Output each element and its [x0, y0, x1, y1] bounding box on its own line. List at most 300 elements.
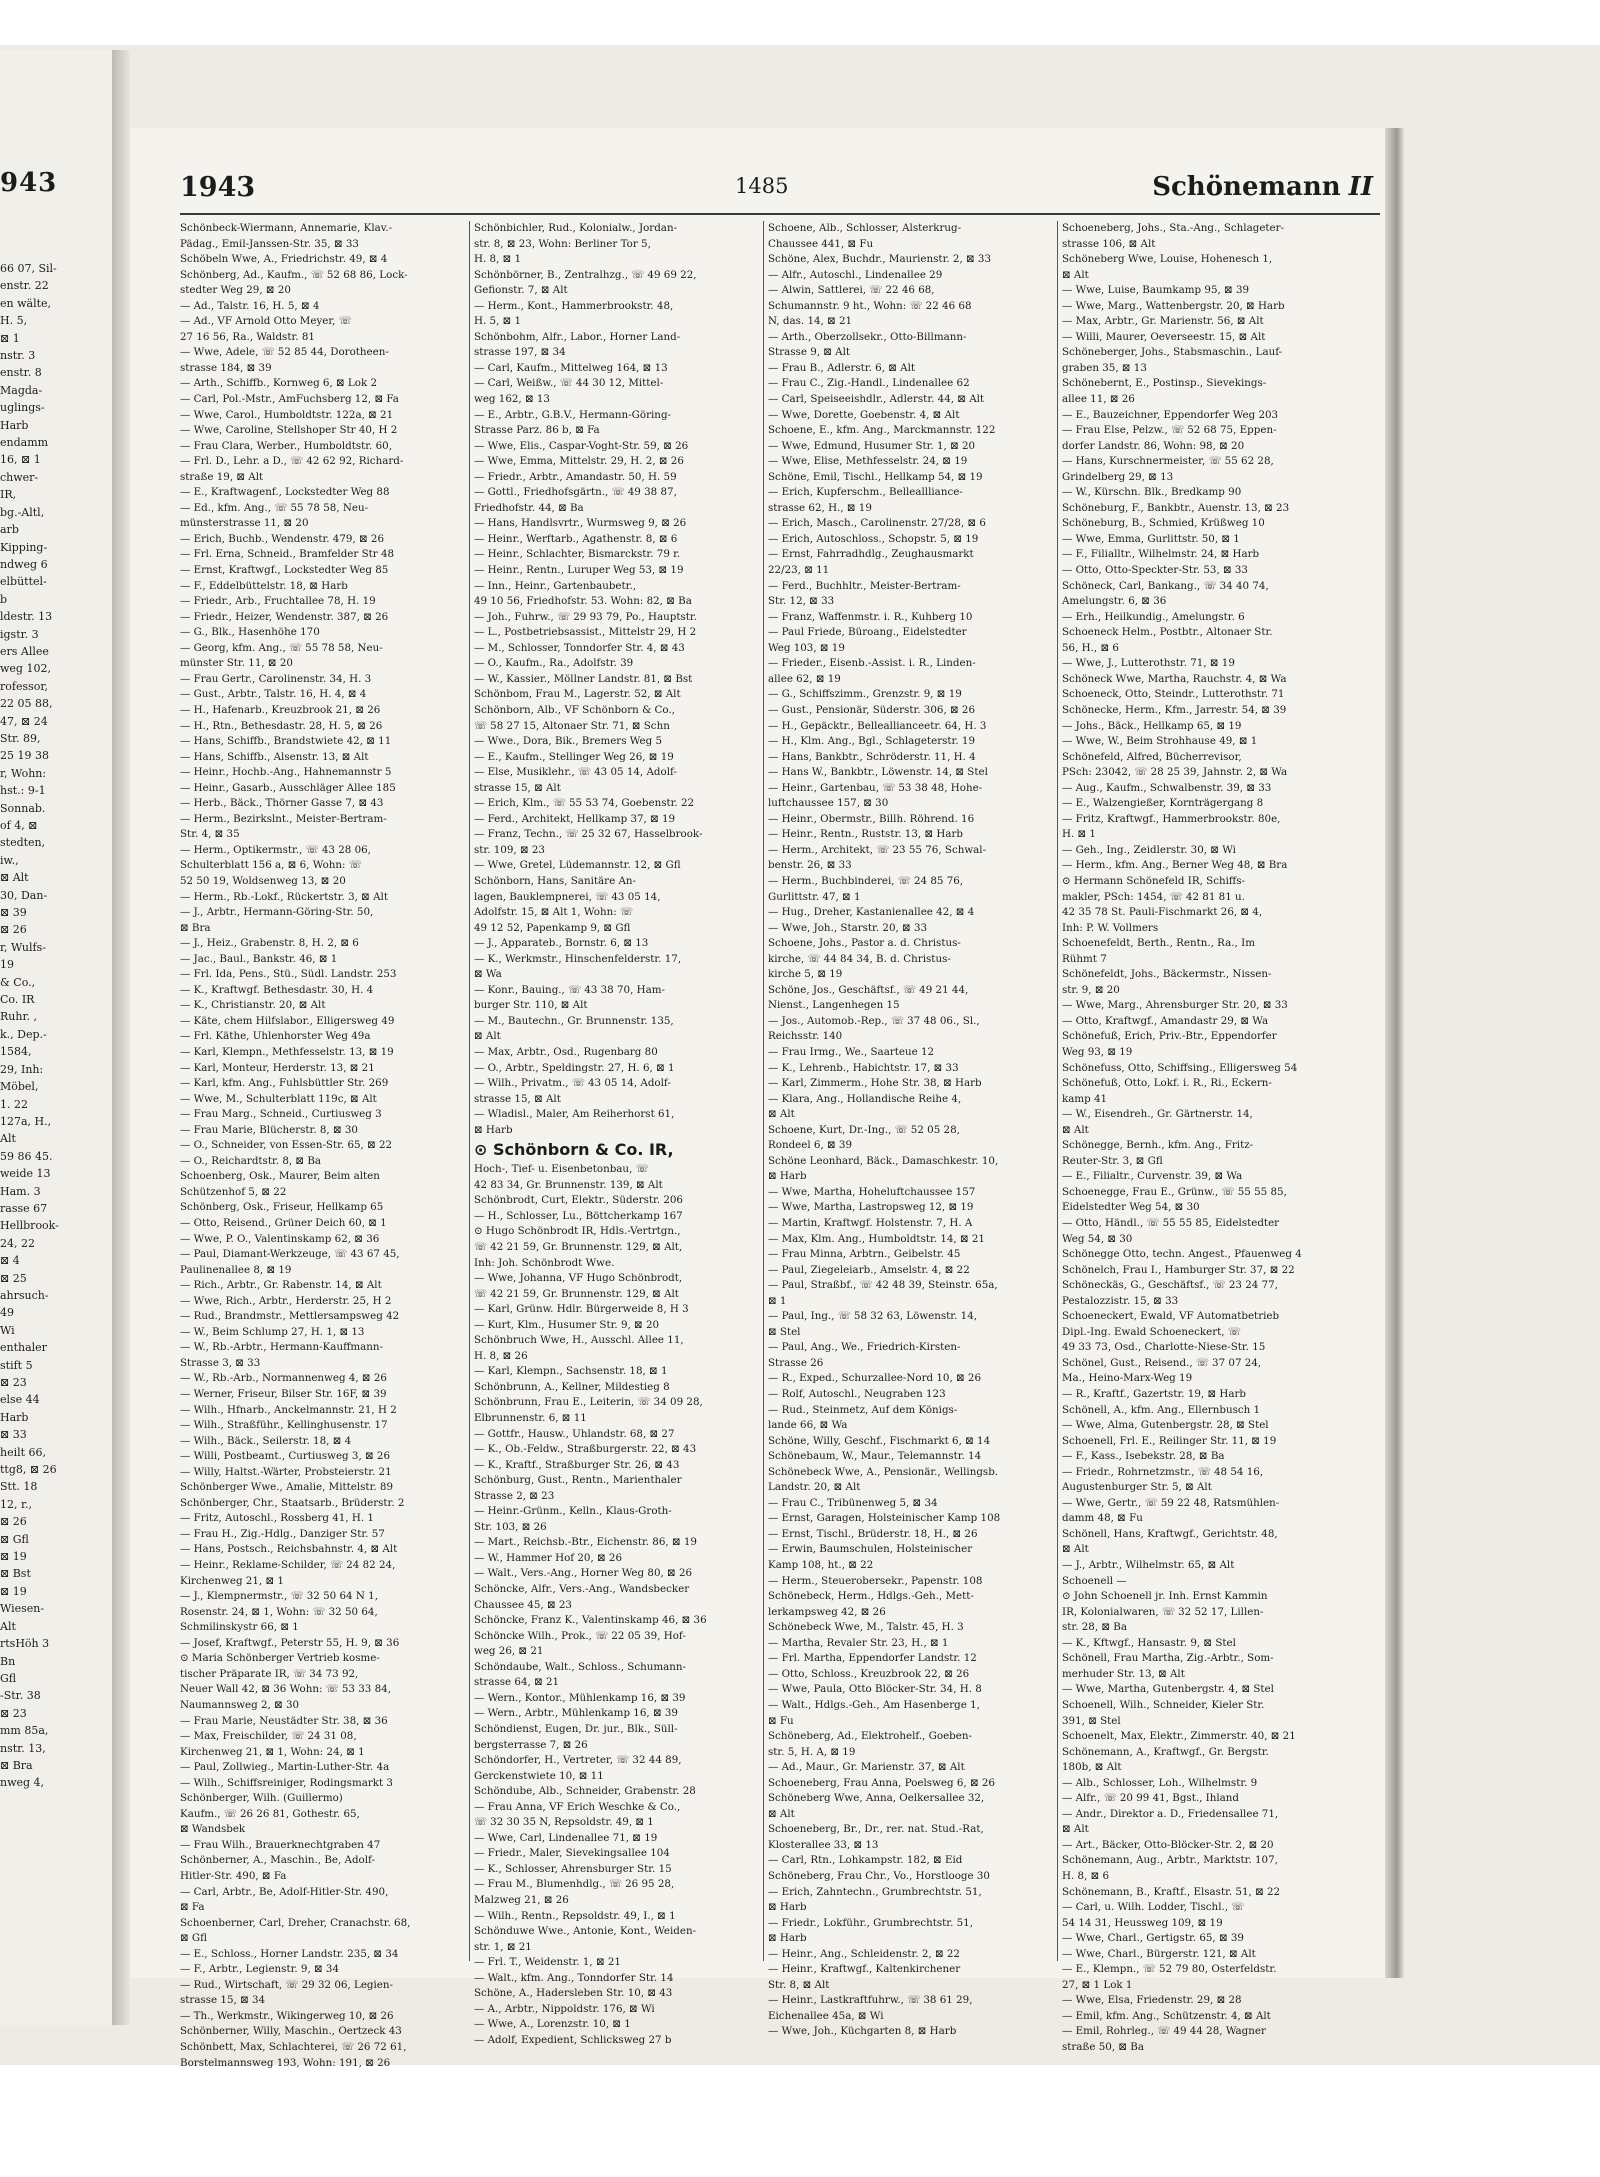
directory-entry-line: — Rud., Brandmstr., Mettlersampsweg 42 [180, 1310, 400, 1323]
directory-entry-line: — E., Arbtr., G.B.V., Hermann-Göring- [474, 408, 672, 421]
left-page-line: Harb [0, 418, 29, 432]
running-head-section: II [1348, 172, 1373, 202]
directory-entry-line: — W., Hammer Hof 20, ⊠ 26 [474, 1551, 623, 1564]
left-page-line: Sonnab. [0, 801, 46, 815]
directory-entry-line: — Carl, Weißw., ☏ 44 30 12, Mittel- [474, 377, 664, 390]
left-page-line: hst.: 9-1 [0, 784, 46, 798]
left-page-line: 59 86 45. [0, 1149, 53, 1163]
directory-entry-line: Schönberger Wwe., Amalie, Mittelstr. 89 [180, 1481, 394, 1494]
directory-entry-line: — H., Hafenarb., Kreuzbrook 21, ⊠ 26 [180, 703, 381, 716]
directory-entry-line: — Hans W., Bankbtr., Löwenstr. 14, ⊠ Stel [768, 766, 988, 779]
directory-entry-line: — Max, Arbtr., Osd., Rugenbarg 80 [474, 1045, 658, 1058]
directory-entry-line: — Ad., VF Arnold Otto Meyer, ☏ [180, 315, 352, 328]
directory-entry-line: ⊠ Alt [1062, 1543, 1089, 1556]
directory-entry-line: Schoene, E., kfm. Ang., Marckmannstr. 122 [768, 424, 996, 437]
directory-entry-line: Schützenhof 5, ⊠ 22 [180, 1185, 287, 1198]
directory-entry-line: — Erh., Heilkundig., Amelungstr. 6 [1062, 610, 1245, 623]
directory-entry-line: — J., Heiz., Grabenstr. 8, H. 2, ⊠ 6 [180, 937, 359, 950]
left-page-line: Harb [0, 1410, 29, 1424]
directory-entry-line: — Heinr., Schlachter, Bismarckstr. 79 r. [474, 548, 681, 561]
directory-entry-line: Schönbohm, Alfr., Labor., Horner Land- [474, 330, 681, 343]
left-page-line: enthaler [0, 1341, 47, 1355]
directory-entry-line: — Käte, chem Hilfslabor., Elligersweg 49 [180, 1014, 395, 1027]
directory-entry-line: — Kurt, Klm., Husumer Str. 9, ⊠ 20 [474, 1318, 660, 1331]
directory-entry-line: Strasse Parz. 86 b, ⊠ Fa [474, 424, 600, 437]
directory-entry-line: — Paul, Zollwieg., Martin-Luther-Str. 4a [180, 1761, 390, 1774]
directory-entry-line: Schönel, Gust., Reisend., ☏ 37 07 24, [1062, 1356, 1262, 1369]
directory-entry-line: — Carl, Pol.-Mstr., AmFuchsberg 12, ⊠ Fa [180, 393, 399, 406]
directory-entry-line: — Frau B., Adlerstr. 6, ⊠ Alt [768, 361, 916, 374]
left-page-line: ⊠ 25 [0, 1271, 27, 1285]
directory-entry-line: — E., Klempn., ☏ 52 79 80, Osterfeldstr. [1062, 1963, 1277, 1976]
directory-entry-line: PSch: 23042, ☏ 28 25 39, Jahnstr. 2, ⊠ Wa [1062, 766, 1288, 779]
left-page-line: Alt [0, 1619, 16, 1633]
directory-entry-line: — Heinr., Reklame-Schilder, ☏ 24 82 24, [180, 1559, 396, 1572]
left-page-line: r, Wohn: [0, 766, 47, 780]
directory-entry-line: stedter Weg 29, ⊠ 20 [180, 284, 291, 297]
directory-entry-line: benstr. 26, ⊠ 33 [768, 859, 852, 872]
directory-entry-line: — H., Rtn., Bethesdastr. 28, H. 5, ⊠ 26 [180, 719, 383, 732]
directory-entry-line: — Wwe, Carl, Lindenallee 71, ⊠ 19 [474, 1831, 658, 1844]
directory-entry-line: Inh: Joh. Schönbrodt Wwe. [474, 1256, 615, 1269]
directory-entry-line: ⊠ 1 [768, 1294, 787, 1307]
left-page-line: 19 [0, 958, 14, 972]
directory-entry-line: Schöndienst, Eugen, Dr. jur., Blk., Süll- [474, 1722, 678, 1735]
directory-entry-line: — J., Arbtr., Hermann-Göring-Str. 50, [180, 906, 374, 919]
directory-entry-line: Schoenefeldt, Berth., Rentn., Ra., Im [1062, 937, 1255, 950]
directory-entry-line: — Willi, Maurer, Oeverseestr. 15, ⊠ Alt [1062, 330, 1266, 343]
left-page-line: ⊠ Alt [0, 871, 29, 885]
directory-entry-line: Schöneberg Wwe, Louise, Hohenesch 1, [1062, 253, 1273, 266]
directory-entry-line: Rondeel 6, ⊠ 39 [768, 1139, 853, 1152]
directory-entry-line: — Frl. Käthe, Uhlenhorster Weg 49a [180, 1030, 371, 1043]
directory-entry-line: — H., Gepäcktr., Belleallianceetr. 64, H. 3 [768, 719, 987, 732]
directory-entry-line: str. 109, ⊠ 23 [474, 843, 545, 856]
directory-entry-line: Kaufm., ☏ 26 26 81, Gothestr. 65, [180, 1807, 360, 1820]
directory-entry-line: kirche, ☏ 44 84 34, B. d. Christus- [768, 952, 951, 965]
directory-entry-line: — Wwe, P. O., Valentinskamp 62, ⊠ 36 [180, 1232, 380, 1245]
directory-entry-line: — Frau Marg., Schneid., Curtiusweg 3 [180, 1108, 382, 1121]
directory-entry-line: — W., Kassier., Möllner Landstr. 81, ⊠ Bst [474, 672, 693, 685]
left-page-line: mm 85a, [0, 1724, 49, 1738]
directory-entry-line: — Erich, Masch., Carolinenstr. 27/28, ⊠ 6 [768, 517, 986, 530]
directory-entry-line: Schöne Leonhard, Bäck., Damaschkestr. 10, [768, 1154, 999, 1167]
directory-entry-line: — W., Rb.-Arb., Normannenweg 4, ⊠ 26 [180, 1372, 387, 1385]
directory-entry-line: Schönemann, Aug., Arbtr., Marktstr. 107, [1062, 1854, 1278, 1867]
left-page-line: arb [0, 523, 19, 537]
directory-entry-line: — Frl. Martha, Eppendorfer Landstr. 12 [768, 1652, 977, 1665]
directory-entry-line: — Rolf, Autoschl., Neugraben 123 [768, 1388, 946, 1401]
left-page-line: iw., [0, 853, 19, 867]
directory-entry-line: — Herm., Steuerobersekr., Papenstr. 108 [768, 1574, 983, 1587]
directory-entry-line: — Martin, Kraftwgf. Holstenstr. 7, H. A [768, 1217, 973, 1229]
directory-entry-line: — Martha, Revaler Str. 23, H., ⊠ 1 [768, 1636, 949, 1649]
directory-entry-line: 49 33 73, Osd., Charlotte-Niese-Str. 15 [1062, 1341, 1266, 1354]
left-page-line: nweg 4, [0, 1776, 45, 1790]
directory-entry-line: — E., Bauzeichner, Eppendorfer Weg 203 [1062, 408, 1279, 421]
directory-entry-line: — Carl, Arbtr., Be, Adolf-Hitler-Str. 490, [180, 1885, 389, 1898]
directory-entry-line: Schoeneckert, Ewald, VF Automatbetrieb [1062, 1310, 1280, 1323]
directory-entry-line: strasse 15, ⊠ Alt [474, 781, 561, 794]
directory-entry-line: — Hans, Postsch., Reichsbahnstr. 4, ⊠ Alt [180, 1543, 398, 1556]
directory-entry-line: Schönegge, Bernh., kfm. Ang., Fritz- [1062, 1139, 1254, 1152]
directory-entry-line: 49 12 52, Papenkamp 9, ⊠ Gfl [474, 921, 631, 934]
directory-entry-line: — Frl. Ida, Pens., Stü., Südl. Landstr. 253 [180, 968, 397, 981]
directory-entry-line: luftchaussee 157, ⊠ 30 [768, 797, 889, 810]
directory-entry-line: Augustenburger Str. 5, ⊠ Alt [1062, 1481, 1212, 1494]
directory-entry-line: Schönebeck, Herm., Hdlgs.-Geh., Mett- [768, 1590, 974, 1603]
directory-entry-line: Kirchenweg 21, ⊠ 1, Wohn: 24, ⊠ 1 [180, 1745, 365, 1758]
directory-entry-line: — Wilh., Hfnarb., Anckelmannstr. 21, H 2 [180, 1403, 397, 1416]
directory-entry-line: Schönefeldt, Johs., Bäckermstr., Nissen- [1062, 968, 1272, 981]
directory-entry-line: ⊠ Harb [768, 1932, 807, 1945]
directory-entry-line: H. 8, ⊠ 26 [474, 1349, 528, 1362]
left-page-line: 66 07, Sil- [0, 262, 57, 275]
directory-entry-line: Neuer Wall 42, ⊠ 36 Wohn: ☏ 53 33 84, [180, 1683, 392, 1696]
directory-entry-line: Pädag., Emil-Janssen-Str. 35, ⊠ 33 [180, 237, 359, 250]
directory-entry-line: Schoenell, Wilh., Schneider, Kieler Str. [1062, 1698, 1265, 1711]
directory-entry-line: — Wwe, Luise, Baumkamp 95, ⊠ 39 [1062, 284, 1250, 297]
directory-entry-line: — Wwe, Johanna, VF Hugo Schönbrodt, [474, 1272, 683, 1285]
directory-entry-line: — Frau M., Blumenhdlg., ☏ 26 95 28, [474, 1878, 675, 1891]
page-number: 1485 [735, 174, 789, 198]
left-page-line: enstr. 22 [0, 279, 49, 293]
directory-entry-line: — Hans, Schiffb., Alsenstr. 13, ⊠ Alt [180, 750, 369, 763]
directory-entry-line: Schönell, Frau Martha, Zig.-Arbtr., Som- [1062, 1652, 1274, 1665]
directory-entry-line: — Arth., Oberzollsekr., Otto-Billmann- [768, 330, 967, 343]
directory-entry-line: — Hans, Kurschnermeister, ☏ 55 62 28, [1062, 455, 1274, 468]
directory-entry-line: Schöncke Wilh., Prok., ☏ 22 05 39, Hof- [474, 1629, 686, 1642]
directory-entry-line: Schönborn, Hans, Sanitäre An- [474, 874, 636, 887]
directory-entry-line: Schöbeln Wwe, A., Friedrichstr. 49, ⊠ 4 [180, 253, 388, 266]
directory-entry-line: Schönefuß, Erich, Priv.-Btr., Eppendorfer [1062, 1030, 1277, 1043]
directory-entry-line: — R., Exped., Schurzallee-Nord 10, ⊠ 26 [768, 1372, 982, 1385]
directory-entry-line: — Wilh., Schiffsreiniger, Rodingsmarkt 3 [180, 1776, 393, 1789]
left-page-line: Hellbrook- [0, 1219, 59, 1233]
directory-entry-line: — Paul Friede, Büroang., Eidelstedter [768, 626, 967, 639]
directory-entry-line: — F., Eddelbüttelstr. 18, ⊠ Harb [180, 579, 348, 592]
directory-entry-line: — H., Schlosser, Lu., Böttcherkamp 167 [474, 1209, 683, 1222]
directory-entry-line: — Jos., Automob.-Rep., ☏ 37 48 06., Sl., [768, 1014, 980, 1027]
directory-entry-line: Schönefeld, Alfred, Bücherrevisor, [1062, 750, 1242, 763]
directory-entry-line: — Wwe, Adele, ☏ 52 85 44, Dorotheen- [180, 346, 389, 359]
directory-entry-line: merhuder Str. 13, ⊠ Alt [1062, 1667, 1185, 1680]
left-page-line: ahrsuch- [0, 1288, 49, 1302]
directory-entry-line: Rühmt 7 [1062, 952, 1107, 965]
left-page-line: ⊠ Bra [0, 1758, 33, 1772]
directory-entry-line: — Frau Marie, Neustädter Str. 38, ⊠ 36 [180, 1714, 388, 1727]
directory-entry-line: Schoene, Kurt, Dr.-Ing., ☏ 52 05 28, [768, 1123, 960, 1136]
directory-entry-line: — Wwe, Martha, Hoheluftchaussee 157 [768, 1185, 976, 1198]
directory-entry-line: Schöneckäs, G., Geschäftsf., ☏ 23 24 77, [1062, 1279, 1278, 1292]
directory-entry-line: — Frau Gertr., Carolinenstr. 34, H. 3 [180, 672, 372, 685]
column-divider [469, 221, 470, 1961]
directory-entry-line: ⊠ Fu [768, 1714, 794, 1727]
left-page-line: 30, Dan- [0, 888, 48, 902]
directory-entry-line: Str. 12, ⊠ 33 [768, 595, 835, 608]
directory-entry-line: — Wwe, Charl., Gertigstr. 65, ⊠ 39 [1062, 1932, 1244, 1945]
directory-entry-line: — Heinr., Rentn., Luruper Weg 53, ⊠ 19 [474, 564, 684, 577]
directory-entry-line: 27 16 56, Ra., Waldstr. 81 [180, 330, 315, 343]
left-page-line: igstr. 3 [0, 627, 39, 641]
directory-entry-line: — W., Eisendreh., Gr. Gärtnerstr. 14, [1062, 1108, 1253, 1121]
directory-entry-line: Schoene, Johs., Pastor a. d. Christus- [768, 937, 961, 950]
directory-entry-line: Schöneberg, Ad., Elektrohelf., Goeben- [768, 1730, 972, 1743]
directory-entry-line: 54 14 31, Heussweg 109, ⊠ 19 [1062, 1916, 1223, 1929]
directory-entry-line: — Wwe, Elis., Caspar-Voght-Str. 59, ⊠ 26 [474, 439, 689, 452]
directory-entry-line: — Wilh., Straßführ., Kellinghusenstr. 17 [180, 1419, 388, 1432]
directory-entry-line: — Georg, kfm. Ang., ☏ 55 78 58, Neu- [180, 641, 383, 654]
directory-entry-line: Schönborn, Alb., VF Schönborn & Co., [474, 703, 675, 716]
directory-entry-line: — Friedr., Arbtr., Amandastr. 50, H. 59 [474, 470, 677, 483]
directory-entry-line: — Rud., Steinmetz, Auf dem Königs- [768, 1403, 958, 1416]
directory-entry-line: — Rud., Wirtschaft, ☏ 29 32 06, Legien- [180, 1978, 394, 1991]
left-page-line: bg.-Altl, [0, 505, 45, 519]
directory-entry-line: — Wwe, Charl., Bürgerstr. 121, ⊠ Alt [1062, 1947, 1256, 1960]
left-page-line: stedten, [0, 836, 46, 850]
directory-entry-line: Schoenell, Frl. E., Reilinger Str. 11, ⊠ 19 [1062, 1434, 1277, 1447]
directory-entry-line: str. 1, ⊠ 21 [474, 1940, 532, 1953]
directory-entry-line: — Wwe, Joh., Starstr. 20, ⊠ 33 [768, 921, 928, 934]
directory-entry-line: Friedhofstr. 44, ⊠ Ba [474, 501, 584, 514]
left-page-line: ⊠ 23 [0, 1376, 27, 1389]
left-page-line: Gfl [0, 1671, 17, 1685]
directory-entry-line: — Andr., Direktor a. D., Friedensallee 71, [1062, 1807, 1279, 1820]
left-page-line: nstr. 3 [0, 349, 36, 363]
directory-entry-line: Schoeneberg, Frau Anna, Poelsweg 6, ⊠ 26 [768, 1776, 995, 1789]
directory-entry-line: — Fritz, Autoschl., Rossberg 41, H. 1 [180, 1512, 374, 1525]
directory-entry-line: — Emil, Rohrleg., ☏ 49 44 28, Wagner [1062, 2025, 1266, 2038]
directory-entry-line: — M., Bautechn., Gr. Brunnenstr. 135, [474, 1014, 674, 1027]
left-page-line: stift 5 [0, 1358, 33, 1372]
directory-entry-line: — Mart., Reichsb.-Btr., Eichenstr. 86, ⊠ 19 [474, 1536, 697, 1549]
directory-entry-line: Schöne, Jos., Geschäftsf., ☏ 49 21 44, [768, 983, 969, 996]
directory-entry-line: — Wilh., Privatm., ☏ 43 05 14, Adolf- [474, 1077, 671, 1090]
directory-entry-line: Kirchenweg 21, ⊠ 1 [180, 1574, 284, 1587]
left-page-line: 12, r., [0, 1497, 33, 1511]
directory-entry-line: Schöncke, Alfr., Vers.-Ang., Wandsbecker [474, 1583, 690, 1596]
left-page-line: ttg8, ⊠ 26 [0, 1463, 57, 1477]
directory-entry-line: Schoene, Alb., Schlosser, Alsterkrug- [768, 222, 962, 234]
directory-entry-line: Reichsstr. 140 [768, 1030, 843, 1043]
directory-entry-line: — Franz, Waffenmstr. i. R., Kuhberg 10 [768, 610, 973, 623]
directory-entry-line: — Ad., Talstr. 16, H. 5, ⊠ 4 [180, 299, 320, 312]
directory-entry-line: — Erich, Autoschloss., Schopstr. 5, ⊠ 19 [768, 532, 979, 545]
directory-entry-line: — O., Arbtr., Speldingstr. 27, H. 6, ⊠ 1 [474, 1061, 675, 1074]
directory-entry-line: straße 19, ⊠ Alt [180, 470, 264, 483]
directory-entry-line: 42 35 78 St. Pauli-Fischmarkt 26, ⊠ 4, [1062, 906, 1263, 919]
directory-entry-line: Weg 103, ⊠ 19 [768, 641, 845, 654]
directory-entry-line: — Karl, Klempn., Methfesselstr. 13, ⊠ 19 [180, 1045, 394, 1058]
left-page-line: weg 102, [0, 662, 51, 676]
directory-entry-line: — Werner, Friseur, Bilser Str. 16F, ⊠ 39 [180, 1388, 387, 1401]
left-page-line: Bn [0, 1654, 16, 1668]
directory-entry-line: Schönbörner, B., Zentralhzg., ☏ 49 69 22, [474, 268, 697, 281]
directory-entry-line: Borstelmannsweg 193, Wohn: 191, ⊠ 26 [180, 2056, 391, 2069]
directory-entry-line: — Alfr., ☏ 20 99 41, Bgst., Ihland [1062, 1792, 1240, 1805]
directory-entry-line: bergsterrasse 7, ⊠ 26 [474, 1738, 588, 1751]
directory-entry-line: — Alb., Schlosser, Loh., Wilhelmstr. 9 [1062, 1776, 1258, 1789]
directory-entry-line: Grindelberg 29, ⊠ 13 [1062, 470, 1174, 483]
page-header [180, 172, 1385, 216]
directory-entry-line: Schönberger, Wilh. (Guillermo) [180, 1792, 343, 1805]
directory-entry-line: ⊙ Hugo Schönbrodt IR, Hdls.-Vertrtgn., [474, 1225, 681, 1238]
directory-entry-line: — Gust., Pensionär, Süderstr. 306, ⊠ 26 [768, 703, 975, 716]
directory-entry-line: — Frl. Erna, Schneid., Bramfelder Str 48 [180, 548, 395, 561]
directory-entry-line: Schöne, A., Hadersleben Str. 10, ⊠ 43 [474, 1987, 673, 2000]
left-page-line: & Co., [0, 975, 36, 989]
directory-entry-line: Schönberg, Ad., Kaufm., ☏ 52 68 86, Lock- [180, 268, 408, 281]
directory-entry-line: Schönell, A., kfm. Ang., Ellernbusch 1 [1062, 1403, 1261, 1416]
directory-entry-line: — Johs., Bäck., Hellkamp 65, ⊠ 19 [1062, 719, 1242, 732]
left-page-line: nstr. 13, [0, 1741, 46, 1755]
directory-entry-line: Reuter-Str. 3, ⊠ Gfl [1062, 1154, 1163, 1167]
directory-entry-line: Schönebeck Wwe, M., Talstr. 45, H. 3 [768, 1621, 964, 1634]
directory-entry-line: Schoeneberg, Johs., Sta.-Ang., Schlageter- [1062, 222, 1285, 234]
directory-entry-line: burger Str. 110, ⊠ Alt [474, 999, 588, 1012]
directory-entry-line: — Wilh., Rentn., Repsoldstr. 49, I., ⊠ 1 [474, 1909, 676, 1922]
directory-entry-line: — Wwe, Joh., Küchgarten 8, ⊠ Harb [768, 2025, 957, 2038]
directory-entry-line: Schönelch, Frau I., Hamburger Str. 37, ⊠ 22 [1062, 1263, 1295, 1276]
directory-entry-line: — Paul, Straßbf., ☏ 42 48 39, Steinstr. 65a, [768, 1279, 998, 1292]
directory-entry-line: — Wern., Kontor., Mühlenkamp 16, ⊠ 39 [474, 1691, 686, 1704]
directory-entry-line: Strasse 26 [768, 1356, 824, 1369]
left-page-line: Möbel, [0, 1080, 39, 1094]
directory-entry-line: — Erwin, Baumschulen, Holsteinischer [768, 1543, 973, 1556]
left-page-line: 1584, [0, 1045, 32, 1059]
directory-entry-line: — Th., Werkmstr., Wikingerweg 10, ⊠ 26 [180, 2009, 394, 2022]
directory-entry-line: Schöne, Alex, Buchdr., Maurienstr. 2, ⊠ 33 [768, 253, 992, 266]
directory-entry-line: — Frieder., Eisenb.-Assist. i. R., Linden- [768, 657, 976, 670]
directory-entry-line: — K., Lehrenb., Habichtstr. 17, ⊠ 33 [768, 1061, 959, 1074]
left-page-line: en wälte, [0, 296, 52, 310]
directory-entry-line: ☏ 58 27 15, Altonaer Str. 71, ⊠ Schn [474, 719, 670, 732]
left-page-line: 16, ⊠ 1 [0, 453, 41, 467]
directory-entry-line: Schönbett, Max, Schlachterei, ☏ 26 72 61, [180, 2040, 407, 2053]
directory-entry-line: Schönbrunn, A., Kellner, Mildestieg 8 [474, 1380, 670, 1393]
directory-entry-line: — R., Kraftf., Gazertstr. 19, ⊠ Harb [1062, 1388, 1246, 1401]
directory-entry-line: dorfer Landstr. 86, Wohn: 98, ⊠ 20 [1062, 439, 1245, 452]
directory-entry-line: Schöne, Emil, Tischl., Hellkamp 54, ⊠ 19 [768, 470, 983, 483]
directory-entry-line: ☏ 32 30 35 N, Repsoldstr. 49, ⊠ 1 [474, 1816, 654, 1829]
directory-entry-line: ⊠ Harb [474, 1123, 513, 1136]
directory-entry-line: 391, ⊠ Stel [1062, 1714, 1121, 1727]
left-page-line: chwer- [0, 470, 39, 484]
directory-entry-line: str. 28, ⊠ Ba [1062, 1621, 1128, 1634]
directory-entry-line: — Walt., Hdlgs.-Geh., Am Hasenberge 1, [768, 1698, 980, 1711]
directory-entry-line: lerkampsweg 42, ⊠ 26 [768, 1605, 886, 1618]
directory-entry-line: Strasse 3, ⊠ 33 [180, 1356, 261, 1369]
directory-entry-line: — Otto, Otto-Speckter-Str. 53, ⊠ 33 [1062, 564, 1248, 577]
directory-entry-line: — Heinr., Hochb.-Ang., Hahnemannstr 5 [180, 766, 392, 779]
directory-entry-line: — F., Filialltr., Wilhelmstr. 24, ⊠ Harb [1062, 548, 1260, 561]
directory-entry-line: — K., Ob.-Feldw., Straßburgerstr. 22, ⊠ 43 [474, 1443, 697, 1456]
directory-entry-line: — Frl. D., Lehr. a D., ☏ 42 62 92, Richard- [180, 455, 404, 468]
directory-entry-line: — K., Christianstr. 20, ⊠ Alt [180, 999, 326, 1012]
directory-entry-line: — Paul, Ing., ☏ 58 32 63, Löwenstr. 14, [768, 1310, 978, 1323]
directory-entry-line: — Max, Freischilder, ☏ 24 31 08, [180, 1730, 357, 1743]
directory-entry-line: — Hug., Dreher, Kastanienallee 42, ⊠ 4 [768, 906, 975, 919]
directory-entry-line: Schönefuß, Otto, Lokf. i. R., Ri., Eckern- [1062, 1077, 1272, 1090]
directory-entry-line: Gurlittstr. 47, ⊠ 1 [768, 890, 861, 903]
directory-entry-line: weg 162, ⊠ 13 [474, 393, 550, 406]
directory-entry-line: — Heinr., Rentn., Ruststr. 13, ⊠ Harb [768, 828, 963, 841]
directory-entry-line: — Jac., Baul., Bankstr. 46, ⊠ 1 [180, 952, 338, 965]
column-1 [180, 221, 466, 2069]
directory-entry-line: — Frau Irmg., We., Saarteue 12 [768, 1045, 935, 1058]
directory-entry-line: — Walt., Vers.-Ang., Horner Weg 80, ⊠ 26 [474, 1567, 693, 1580]
directory-entry-line: Inh: P. W. Vollmers [1062, 921, 1159, 934]
directory-entry-line: — Otto, Schloss., Kreuzbrook 22, ⊠ 26 [768, 1667, 970, 1680]
directory-entry-line: Schönebernt, E., Postinsp., Sievekings- [1062, 377, 1267, 390]
directory-entry-line: — W., Kürschn. Blk., Bredkamp 90 [1062, 486, 1242, 499]
directory-entry-line: — J., Arbtr., Wilhelmstr. 65, ⊠ Alt [1062, 1559, 1235, 1572]
directory-entry-line: Schönberner, Willy, Maschin., Oertzeck 43 [180, 2025, 402, 2038]
directory-entry-line: münster Str. 11, ⊠ 20 [180, 657, 293, 670]
left-page-line: Alt [0, 1132, 16, 1146]
directory-entry-line: ⊠ Alt [768, 1108, 795, 1121]
directory-entry-line: — Frl. T., Weidenstr. 1, ⊠ 21 [474, 1956, 621, 1969]
directory-entry-line: Schöndorfer, H., Vertreter, ☏ 32 44 89, [474, 1754, 682, 1767]
directory-entry-line: H. 8, ⊠ 1 [474, 253, 522, 266]
directory-entry-line: — Ad., Maur., Gr. Marienstr. 37, ⊠ Alt [768, 1761, 965, 1774]
directory-entry-line: — Heinr., Gartenbau, ☏ 53 38 48, Hohe- [768, 781, 983, 794]
directory-entry-line: — Wwe, Martha, Gutenbergstr. 4, ⊠ Stel [1062, 1683, 1274, 1696]
directory-entry-line: — O., Schneider, von Essen-Str. 65, ⊠ 22 [180, 1139, 393, 1152]
page-year: 1943 [180, 172, 256, 203]
directory-entry-line: H. ⊠ 1 [1062, 828, 1096, 841]
directory-entry-line: — Else, Musiklehr., ☏ 43 05 14, Adolf- [474, 766, 677, 779]
directory-entry-line: — Ernst, Fahrradhdlg., Zeughausmarkt [768, 548, 974, 561]
directory-entry-line: Schöneberg Wwe, Anna, Oelkersallee 32, [768, 1792, 985, 1805]
directory-entry-line: — Frau Minna, Arbtrn., Geibelstr. 45 [768, 1248, 961, 1261]
directory-entry-line: — K., Kftwgf., Hansastr. 9, ⊠ Stel [1062, 1636, 1236, 1649]
directory-entry-line: — Willy, Haltst.-Wärter, Probsteierstr. 21 [180, 1465, 392, 1478]
directory-entry-line: — Erich, Buchb., Wendenstr. 479, ⊠ 26 [180, 532, 385, 545]
directory-entry-line: — Herm., Rb.-Lokf., Rückertstr. 3, ⊠ Alt [180, 890, 388, 903]
left-page-line: 25 19 38 [0, 749, 49, 763]
left-page-line: -Str. 38 [0, 1689, 41, 1703]
directory-entry-line: — Fritz, Kraftwgf., Hammerbrookstr. 80e, [1062, 812, 1281, 825]
directory-entry-line: Schönemann, B., Kraftf., Elsastr. 51, ⊠ 22 [1062, 1885, 1281, 1898]
page-edge-shadow [1385, 128, 1405, 1978]
directory-entry-line: Schöneburg, F., Bankbtr., Auenstr. 13, ⊠ 23 [1062, 501, 1290, 514]
left-page-line: uglings- [0, 401, 45, 415]
directory-entry-line: strasse 197, ⊠ 34 [474, 346, 566, 359]
left-page-year: 943 [0, 168, 58, 198]
directory-entry-line: ☏ 42 21 59, Gr. Brunnenstr. 129, ⊠ Alt, [474, 1241, 683, 1253]
left-page-line: ⊠ Bst [0, 1567, 31, 1581]
left-page-line: 1. 22 [0, 1097, 28, 1111]
directory-entry-line: — Herm., Architekt, ☏ 23 55 76, Schwal- [768, 843, 987, 856]
directory-entry-line: — Wwe, Gertr., ☏ 59 22 48, Ratsmühlen- [1062, 1496, 1280, 1509]
left-page-line: ⊠ 33 [0, 1428, 27, 1442]
left-page-line: ⊠ Gfl [0, 1532, 29, 1546]
directory-entry-line: ⊠ Alt [474, 1030, 501, 1043]
directory-entry-line: strasse 184, ⊠ 39 [180, 361, 272, 374]
directory-entry-line: — E., Kraftwagenf., Lockstedter Weg 88 [180, 486, 390, 499]
directory-entry-line: — Gottfr., Hausw., Uhlandstr. 68, ⊠ 27 [474, 1427, 675, 1440]
directory-entry-line: Kamp 108, ht., ⊠ 22 [768, 1559, 874, 1572]
left-page-line: Ham. 3 [0, 1184, 41, 1198]
directory-entry-line: Schöneck Wwe, Martha, Rauchstr. 4, ⊠ Wa [1062, 672, 1287, 685]
directory-entry-line: Schoenberg, Osk., Maurer, Beim alten [180, 1170, 380, 1183]
directory-entry-line: — Walt., kfm. Ang., Tonndorfer Str. 14 [474, 1971, 674, 1984]
left-page-line: ⊠ 1 [0, 331, 20, 345]
directory-entry-line: — Carl, Kaufm., Mittelweg 164, ⊠ 13 [474, 361, 668, 374]
directory-page [130, 128, 1385, 2069]
directory-entry-line: — Karl, kfm. Ang., Fuhlsbüttler Str. 269 [180, 1077, 389, 1090]
